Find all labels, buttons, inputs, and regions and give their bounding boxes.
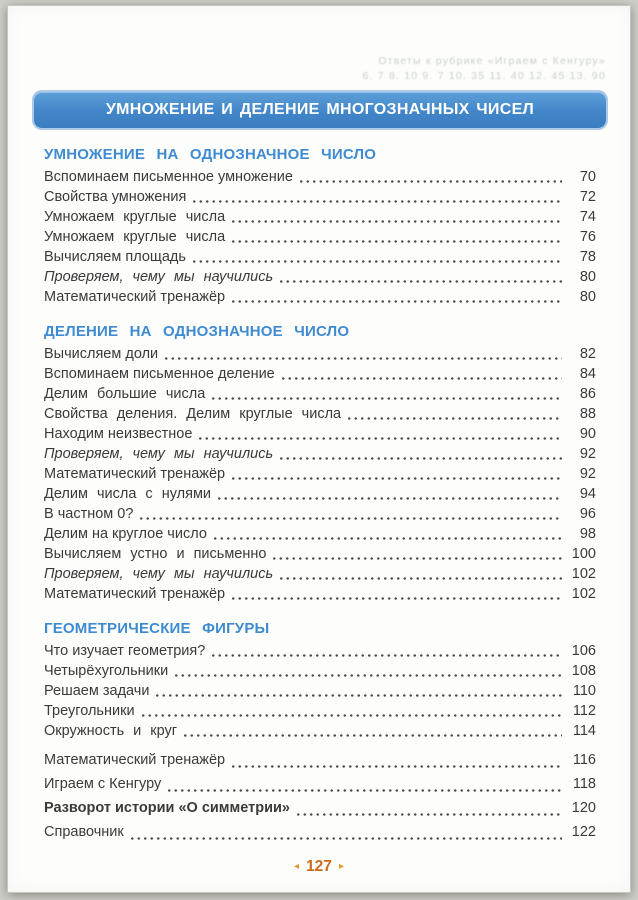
toc-entry-label: Справочник xyxy=(44,824,124,840)
toc-entry xyxy=(44,748,596,772)
toc-entry-page: 78 xyxy=(579,249,596,265)
toc-entry-page: 80 xyxy=(579,289,596,305)
toc-entry-page: 94 xyxy=(579,486,596,502)
toc-entry xyxy=(44,384,596,404)
toc-entry xyxy=(44,444,596,464)
dot-leader xyxy=(210,641,562,661)
toc xyxy=(44,145,596,844)
bleedthrough-text xyxy=(68,54,606,84)
footer-right-arrow-icon: ▸ xyxy=(338,861,344,872)
toc-entry-label: Делим на круглое число xyxy=(44,526,207,542)
toc-entry xyxy=(44,464,596,484)
dot-leader xyxy=(230,748,562,772)
dot-leader xyxy=(163,344,562,364)
dot-leader xyxy=(278,267,562,287)
dot-leader xyxy=(230,584,562,604)
dot-leader xyxy=(166,772,562,796)
section-heading: ГЕОМЕТРИЧЕСКИЕ ФИГУРЫ xyxy=(44,620,270,637)
dot-leader xyxy=(138,504,562,524)
toc-entry xyxy=(44,772,596,796)
toc-entry-label: Вспоминаем письменное умножение xyxy=(44,169,293,185)
toc-entry-label: Проверяем, чему мы научились xyxy=(44,446,274,462)
toc-entry-label: Разворот истории «О симметрии» xyxy=(44,800,290,816)
toc-entry-page: 114 xyxy=(572,723,596,739)
toc-entry-page: 74 xyxy=(579,209,596,225)
toc-entry xyxy=(44,681,596,701)
toc-entry-label: Вычисляем площадь xyxy=(44,249,186,265)
toc-entry-page: 86 xyxy=(579,386,596,402)
toc-entry-label: Играем с Кенгуру xyxy=(44,776,162,792)
dot-leader xyxy=(230,227,562,247)
toc-entry xyxy=(44,287,596,307)
dot-leader xyxy=(129,820,562,844)
toc-entry-page: 80 xyxy=(579,269,596,285)
toc-entry-label: Математический тренажёр xyxy=(44,466,226,482)
toc-entry xyxy=(44,524,596,544)
dot-leader xyxy=(230,287,562,307)
chapter-banner xyxy=(32,90,608,130)
toc-entry-page: 108 xyxy=(571,663,596,679)
toc-entry-label: Умножаем круглые числа xyxy=(44,209,226,225)
toc-entry-page: 84 xyxy=(579,366,596,382)
bleedthrough-line: Ответы к рубрике «Играем с Кенгуру» xyxy=(378,55,606,67)
toc-entry-page: 72 xyxy=(579,189,596,205)
toc-entry-page: 106 xyxy=(571,643,596,659)
toc-entry-page: 102 xyxy=(571,586,596,602)
dot-leader xyxy=(230,207,562,227)
toc-entry-page: 76 xyxy=(579,229,596,245)
dot-leader xyxy=(210,384,562,404)
toc-entry xyxy=(44,564,596,584)
toc-entry xyxy=(44,424,596,444)
toc-entry-page: 100 xyxy=(571,546,596,562)
toc-entry xyxy=(44,584,596,604)
toc-entry xyxy=(44,404,596,424)
dot-leader xyxy=(191,247,562,267)
dot-leader xyxy=(154,681,562,701)
bleedthrough-line: 6. 7 8. 10 9. 7 10. 35 11. 40 12. 45 13. 90 xyxy=(362,70,606,82)
toc-entry xyxy=(44,544,596,564)
toc-entry-label: Математический тренажёр xyxy=(44,586,226,602)
toc-entry-label: Делим большие числа xyxy=(44,386,206,402)
toc-entry-page: 88 xyxy=(579,406,596,422)
toc-entry-page: 70 xyxy=(579,169,596,185)
section-heading: УМНОЖЕНИЕ НА ОДНОЗНАЧНОЕ ЧИСЛО xyxy=(44,146,377,163)
toc-entry xyxy=(44,364,596,384)
dot-leader xyxy=(197,424,562,444)
toc-entry-label: Находим неизвестное xyxy=(44,426,193,442)
toc-entry xyxy=(44,796,596,820)
toc-entry-page: 120 xyxy=(571,800,596,816)
toc-entry-label: Что изучает геометрия? xyxy=(44,643,206,659)
dot-leader xyxy=(212,524,562,544)
toc-entry-label: Умножаем круглые числа xyxy=(44,229,226,245)
toc-entry xyxy=(44,721,596,741)
toc-entry-label: Проверяем, чему мы научились xyxy=(44,566,274,582)
toc-entry xyxy=(44,207,596,227)
footer-left-arrow-icon: ◂ xyxy=(294,861,300,872)
toc-entry-page: 110 xyxy=(572,683,596,699)
toc-entry-label: Вычисляем устно и письменно xyxy=(44,546,267,562)
toc-entry-page: 92 xyxy=(579,446,596,462)
toc-entry-label: В частном 0? xyxy=(44,506,134,522)
toc-entry xyxy=(44,187,596,207)
dot-leader xyxy=(191,187,562,207)
dot-leader xyxy=(298,167,562,187)
toc-entry xyxy=(44,484,596,504)
toc-entry xyxy=(44,701,596,721)
toc-entry-page: 92 xyxy=(579,466,596,482)
toc-entry xyxy=(44,661,596,681)
section-heading: ДЕЛЕНИЕ НА ОДНОЗНАЧНОЕ ЧИСЛО xyxy=(44,323,350,340)
dot-leader xyxy=(216,484,562,504)
toc-entry-page: 98 xyxy=(579,526,596,542)
page-footer xyxy=(8,858,630,876)
toc-entry xyxy=(44,247,596,267)
toc-entry xyxy=(44,504,596,524)
toc-entry-label: Треугольники xyxy=(44,703,135,719)
toc-entry-page: 116 xyxy=(572,752,596,768)
chapter-banner-title: УМНОЖЕНИЕ И ДЕЛЕНИЕ МНОГОЗНАЧНЫХ ЧИСЕЛ xyxy=(105,101,535,118)
toc-entry-page: 90 xyxy=(579,426,596,442)
dot-leader xyxy=(140,701,562,721)
toc-entry-page: 122 xyxy=(571,824,596,840)
toc-entry-label: Окружность и круг xyxy=(44,723,178,739)
page-number: 127 xyxy=(306,858,332,875)
toc-entry xyxy=(44,641,596,661)
toc-entry-page: 118 xyxy=(572,776,596,792)
toc-entry xyxy=(44,344,596,364)
dot-leader xyxy=(230,464,562,484)
dot-leader xyxy=(346,404,562,424)
toc-entry-label: Четырёхугольники xyxy=(44,663,169,679)
toc-entry-label: Решаем задачи xyxy=(44,683,150,699)
dot-leader xyxy=(278,444,562,464)
dot-leader xyxy=(295,796,562,820)
toc-entry-page: 82 xyxy=(579,346,596,362)
toc-entry-label: Проверяем, чему мы научились xyxy=(44,269,274,285)
toc-entry-page: 102 xyxy=(571,566,596,582)
dot-leader xyxy=(271,544,562,564)
toc-entry xyxy=(44,267,596,287)
dot-leader xyxy=(182,721,562,741)
toc-entry xyxy=(44,820,596,844)
toc-entry-label: Математический тренажёр xyxy=(44,752,226,768)
book-page xyxy=(7,5,631,893)
toc-entry-page: 96 xyxy=(579,506,596,522)
dot-leader xyxy=(280,364,562,384)
dot-leader xyxy=(278,564,562,584)
toc-entry xyxy=(44,167,596,187)
toc-entry-label: Математический тренажёр xyxy=(44,289,226,305)
dot-leader xyxy=(173,661,562,681)
toc-entry-label: Свойства деления. Делим круглые числа xyxy=(44,406,342,422)
toc-entry-page: 112 xyxy=(572,703,596,719)
toc-entry-label: Вспоминаем письменное деление xyxy=(44,366,275,382)
toc-entry-label: Делим числа с нулями xyxy=(44,486,212,502)
toc-entry-label: Вычисляем доли xyxy=(44,346,159,362)
toc-entry xyxy=(44,227,596,247)
toc-entry-label: Свойства умножения xyxy=(44,189,187,205)
